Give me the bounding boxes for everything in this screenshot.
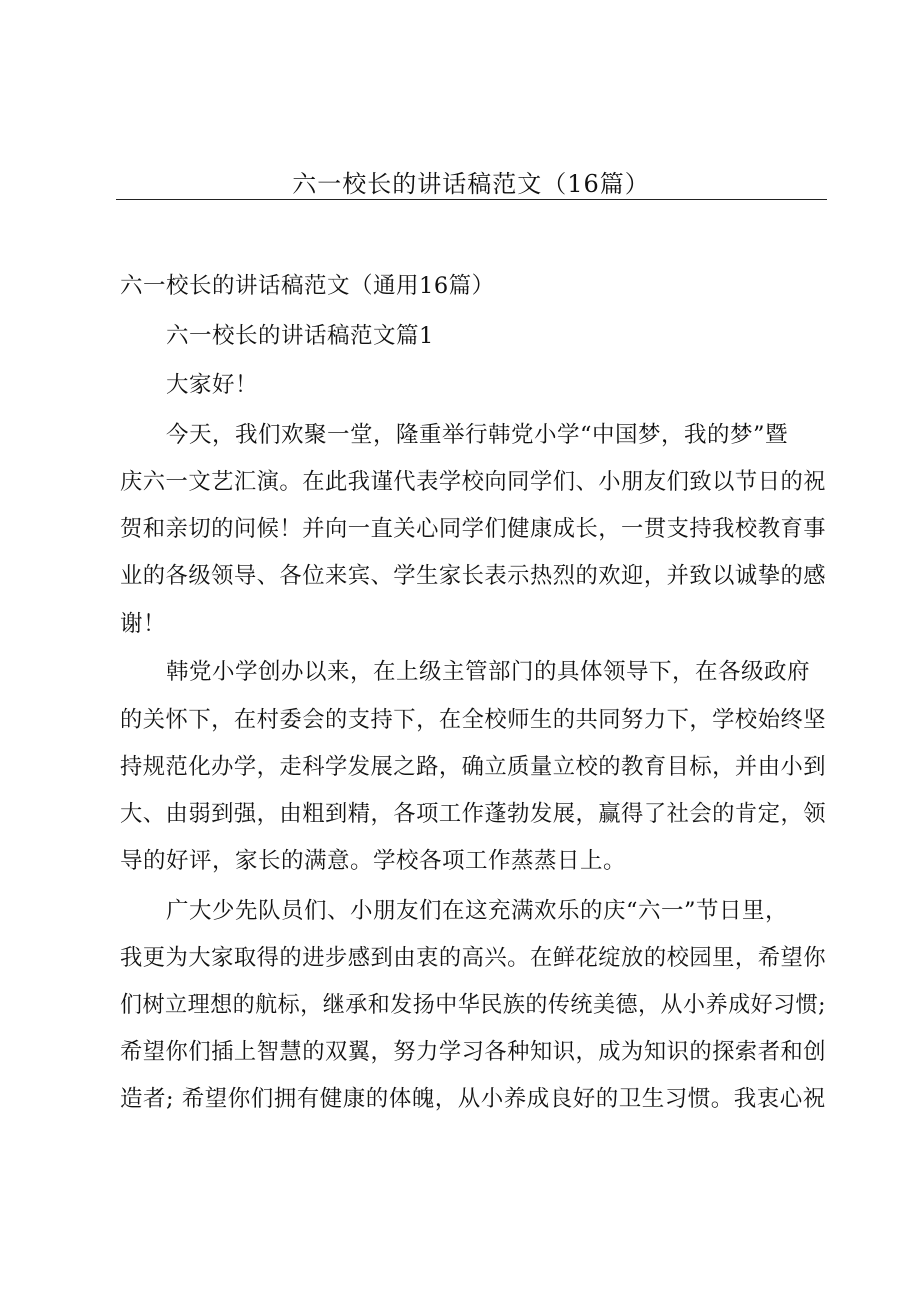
document-title: 六一校长的讲话稿范文（16篇） bbox=[292, 170, 650, 198]
paragraph-3-line: 我更为大家取得的进步感到由衷的高兴。在鲜花绽放的校园里，希望你 bbox=[120, 945, 827, 971]
paragraph-2-line: 韩党小学创办以来，在上级主管部门的具体领导下，在各级政府 bbox=[166, 659, 811, 685]
document-subtitle: 六一校长的讲话稿范文（通用16篇） bbox=[120, 273, 495, 299]
paragraph-2-line: 导的好评，家长的满意。学校各项工作蒸蒸日上。 bbox=[120, 848, 627, 874]
section-heading: 六一校长的讲话稿范文篇1 bbox=[166, 323, 434, 349]
paragraph-1-line: 贺和亲切的问候！并向一直关心同学们健康成长，一贯支持我校教育事 bbox=[120, 516, 827, 542]
paragraph-3-line: 希望你们插上智慧的双翼，努力学习各种知识，成为知识的探索者和创 bbox=[120, 1039, 827, 1065]
paragraph-1-line: 业的各级领导、各位来宾、学生家长表示热烈的欢迎，并致以诚挚的感 bbox=[120, 563, 827, 589]
greeting-line: 大家好！ bbox=[166, 372, 259, 398]
paragraph-2-line: 持规范化办学，走科学发展之路，确立质量立校的教育目标，并由小到 bbox=[120, 754, 827, 780]
paragraph-3-line: 们树立理想的航标，继承和发扬中华民族的传统美德，从小养成好习惯; bbox=[120, 992, 827, 1018]
paragraph-3-line: 造者; 希望你们拥有健康的体魄，从小养成良好的卫生习惯。我衷心祝 bbox=[120, 1086, 826, 1112]
paragraph-2-line: 的关怀下，在村委会的支持下，在全校师生的共同努力下，学校始终坚 bbox=[120, 707, 827, 733]
title-underline-divider bbox=[116, 199, 827, 200]
paragraph-1-line: 谢！ bbox=[120, 611, 167, 637]
paragraph-3-line: 广大少先队员们、小朋友们在这充满欢乐的庆“六一”节日里， bbox=[166, 898, 789, 924]
paragraph-1-line: 庆六一文艺汇演。在此我谨代表学校向同学们、小朋友们致以节日的祝 bbox=[120, 469, 827, 495]
paragraph-2-line: 大、由弱到强，由粗到精，各项工作蓬勃发展，赢得了社会的肯定，领 bbox=[120, 801, 827, 827]
paragraph-1-line: 今天，我们欢聚一堂，隆重举行韩党小学“中国梦，我的梦”暨 bbox=[166, 422, 789, 448]
